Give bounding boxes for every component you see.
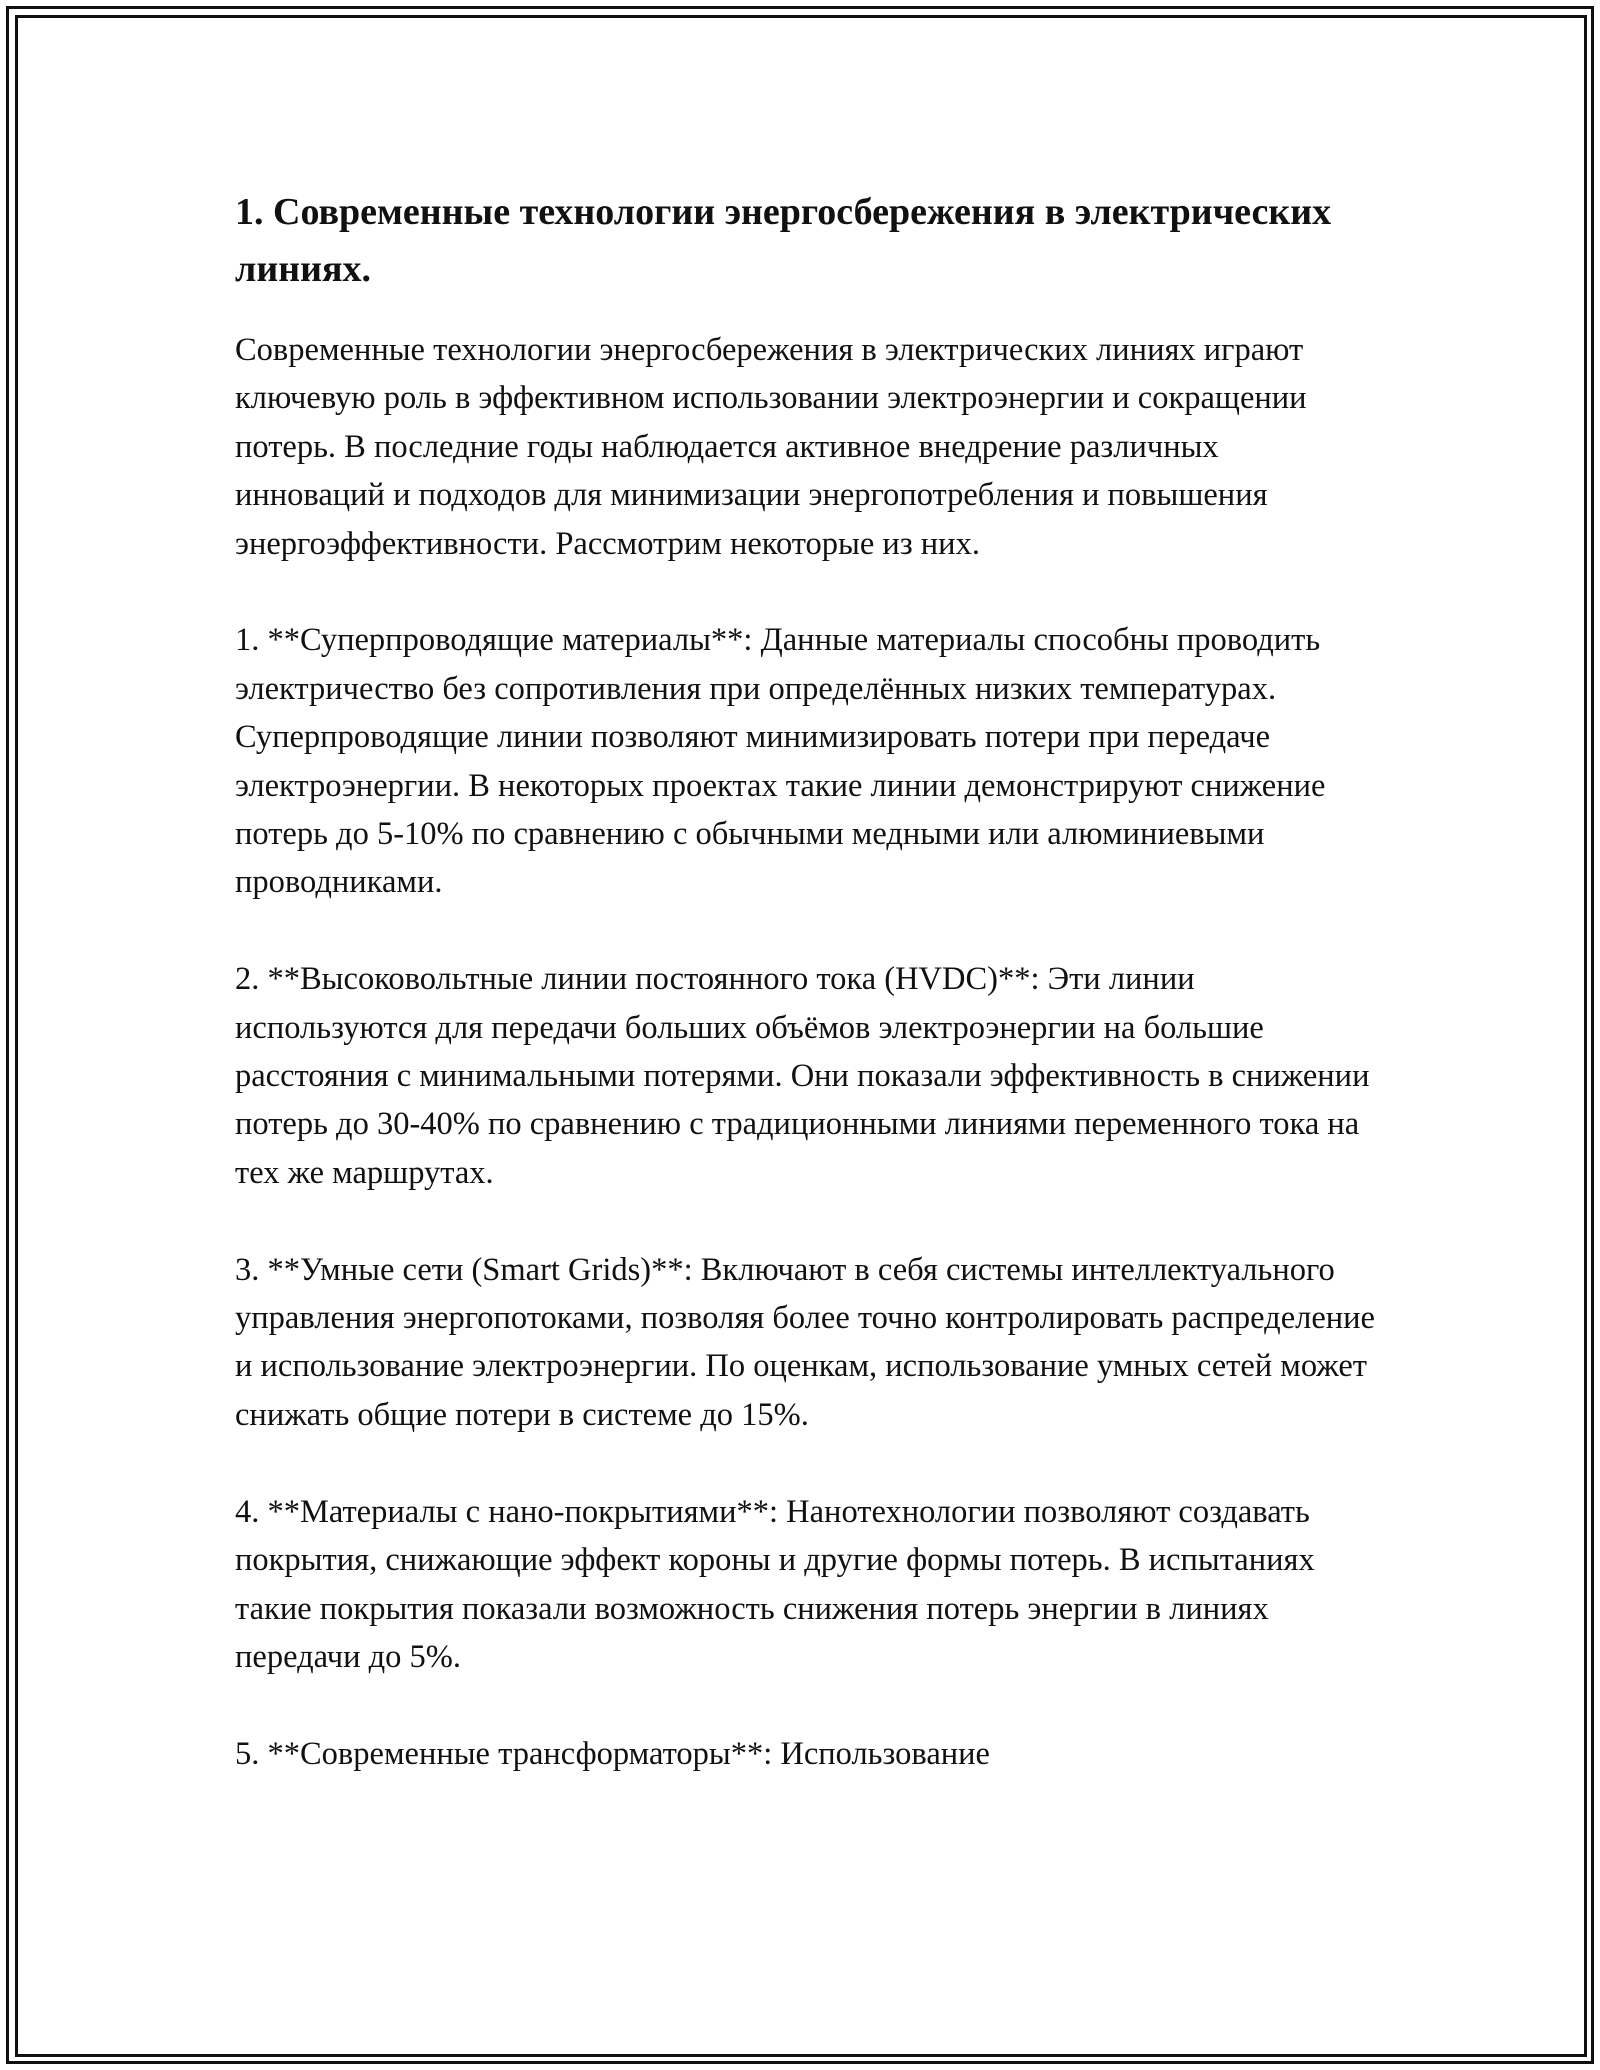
intro-paragraph: Современные технологии энергосбережения в электрических линиях играют ключевую роль в эффективном использовании электроэнергии и сокращении потерь. В последние годы наблюдается активное внедрение различных инноваций и подходов для минимизации энергопотребления и повышения энергоэффективности. Рассмотрим некоторые из них. (235, 332, 1307, 562)
list-item-smart-grids: 3. **Умные сети (Smart Grids)**: Включают в себя системы интеллектуального управления энергопотоками, позволяя более точно контролировать распределение и использование электроэнергии. По оценкам, использование умных сетей может снижать общие потери в системе до 15%. (235, 1251, 1375, 1433)
list-item-transformers: 5. **Современные трансформаторы**: Использование (235, 1735, 990, 1772)
document-body (235, 184, 1375, 1778)
section-heading: 1. Современные технологии энергосбережения в электрических линиях. (235, 191, 1332, 290)
list-item-nano-coatings: 4. **Материалы с нано-покрытиями**: Нанотехнологии позволяют создавать покрытия, снижающие эффект короны и другие формы потерь. В испытаниях такие покрытия показали возможность снижения потерь энергии в линиях передачи до 5%. (235, 1493, 1315, 1675)
list-item-hvdc: 2. **Высоковольтные линии постоянного тока (HVDC)**: Эти линии используются для передачи больших объёмов электроэнергии на большие расстояния с минимальными потерями. Они показали эффективность в снижении потерь до 30-40% по сравнению с традиционными линиями переменного тока на тех же маршрутах. (235, 961, 1370, 1191)
list-item-superconducting: 1. **Суперпроводящие материалы**: Данные материалы способны проводить электричество без сопротивления при определённых низких температурах. Суперпроводящие линии позволяют минимизировать потери при передаче электроэнергии. В некоторых проектах такие линии демонстрируют снижение потерь до 5-10% по сравнению с обычными медными или алюминиевыми проводниками. (235, 622, 1326, 901)
